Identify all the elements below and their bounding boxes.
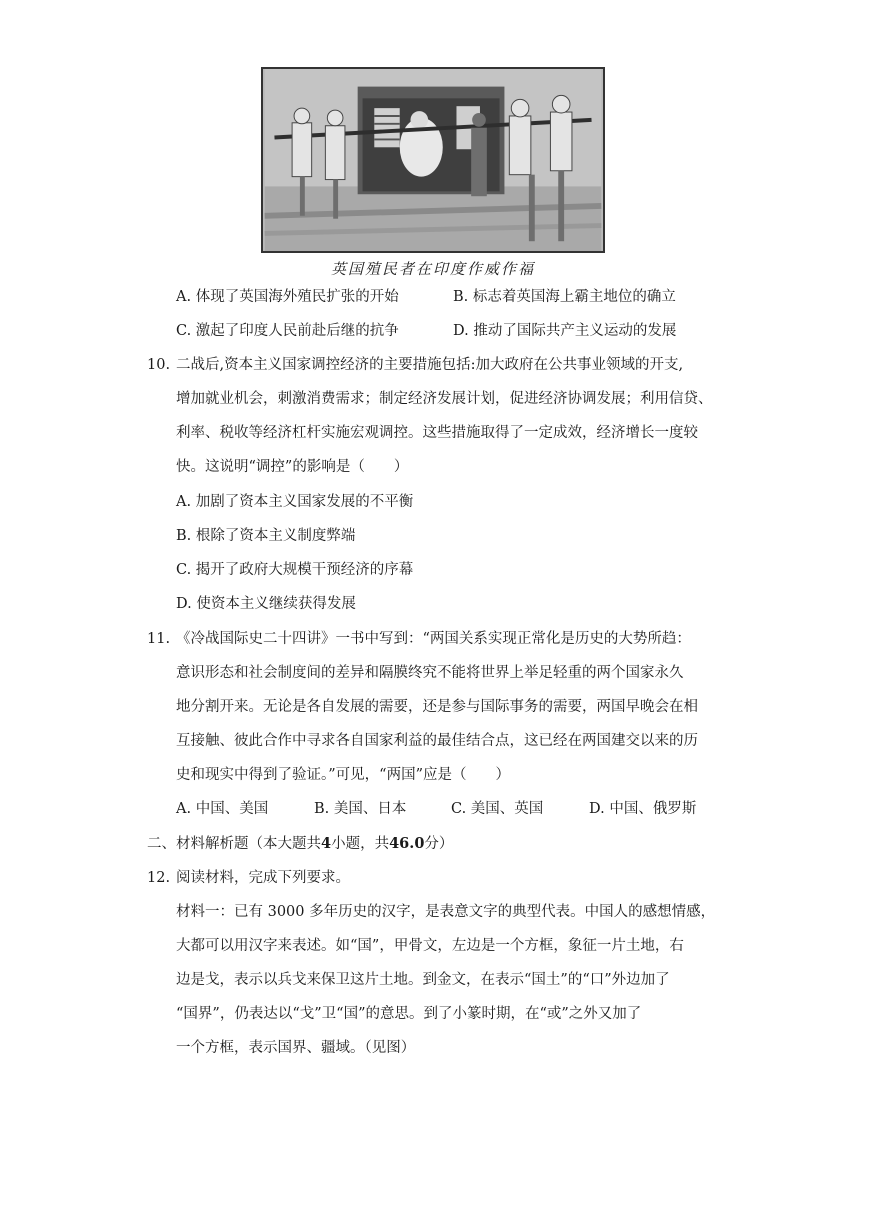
q12-material-line: 材料一：已有 3000 多年历史的汉字，是表意文字的典型代表。中国人的感想情感，	[176, 904, 716, 920]
section-heading-prefix: 二、材料解析题（本大题共	[147, 836, 321, 852]
q11-stem-line: 史和现实中得到了验证。”可见，“两国”应是（ ）	[176, 767, 510, 783]
q9-option-a: A. 体现了英国海外殖民扩张的开始	[176, 289, 399, 305]
q12-material-line: 大都可以用汉字来表述。如“国”，甲骨文，左边是一个方框，象征一片土地，右	[176, 938, 684, 954]
q9-option-d: D. 推动了国际共产主义运动的发展	[453, 323, 677, 339]
q11-stem-line: 互接触、彼此合作中寻求各自国家利益的最佳结合点，这已经在两国建交以来的历	[176, 733, 698, 749]
q12-number: 12.	[147, 870, 171, 886]
q10-stem-line: 快。这说明“调控”的影响是（ ）	[176, 459, 409, 475]
q10-option-c: C. 揭开了政府大规模干预经济的序幕	[176, 562, 414, 578]
q12-prompt: 阅读材料，完成下列要求。	[176, 870, 350, 886]
q10-stem-line: 利率、税收等经济杠杆实施宏观调控。这些措施取得了一定成效，经济增长一度较	[176, 425, 698, 441]
q12-material-line: 一个方框，表示国界、疆域。（见图）	[176, 1040, 416, 1056]
figure-caption: 英国殖民者在印度作威作福	[330, 260, 535, 278]
section-heading	[147, 834, 453, 854]
q10-number: 10.	[147, 357, 171, 373]
q11-stem-line: 意识形态和社会制度间的差异和隔膜终究不能将世界上举足轻重的两个国家永久	[176, 665, 684, 681]
q10-option-d: D. 使资本主义继续获得发展	[176, 596, 356, 612]
section-heading-suffix: 分）	[424, 836, 454, 852]
q10-stem-line: 增加就业机会，刺激消费需求；制定经济发展计划，促进经济协调发展；利用信贷、	[176, 391, 713, 407]
photo-illustration	[263, 69, 603, 251]
q11-number: 11.	[147, 631, 171, 647]
q10-option-b: B. 根除了资本主义制度弊端	[176, 528, 356, 544]
q11-stem-line: 地分割开来。无论是各自发展的需要，还是参与国际事务的需要，两国早晚会在相	[176, 699, 698, 715]
q11-option-b: B. 美国、日本	[314, 801, 407, 817]
section-question-count: 4	[321, 835, 332, 852]
q11-stem-line: 《冷战国际史二十四讲》一书中写到：“两国关系实现正常化是历史的大势所趋：	[176, 631, 691, 647]
q12-material-line: “国界”，仍表达以“戈”卫“国”的意思。到了小篆时期，在“或”之外又加了	[176, 1006, 642, 1022]
q12-material-line: 边是戈，表示以兵戈来保卫这片土地。到金文，在表示“国土”的“口”外边加了	[176, 972, 670, 988]
q11-option-d: D. 中国、俄罗斯	[589, 801, 697, 817]
section-heading-middle: 小题，共	[331, 836, 390, 852]
section-total-score: 46.0	[389, 835, 425, 852]
q9-option-b: B. 标志着英国海上霸主地位的确立	[453, 289, 676, 305]
q11-option-a: A. 中国、美国	[176, 801, 269, 817]
q10-option-a: A. 加剧了资本主义国家发展的不平衡	[176, 494, 414, 510]
q11-option-c: C. 美国、英国	[451, 801, 544, 817]
q9-option-c: C. 激起了印度人民前赴后继的抗争	[176, 323, 399, 339]
q10-stem-line: 二战后,资本主义国家调控经济的主要措施包括:加大政府在公共事业领域的开支,	[176, 357, 684, 373]
historical-photo	[261, 67, 605, 253]
